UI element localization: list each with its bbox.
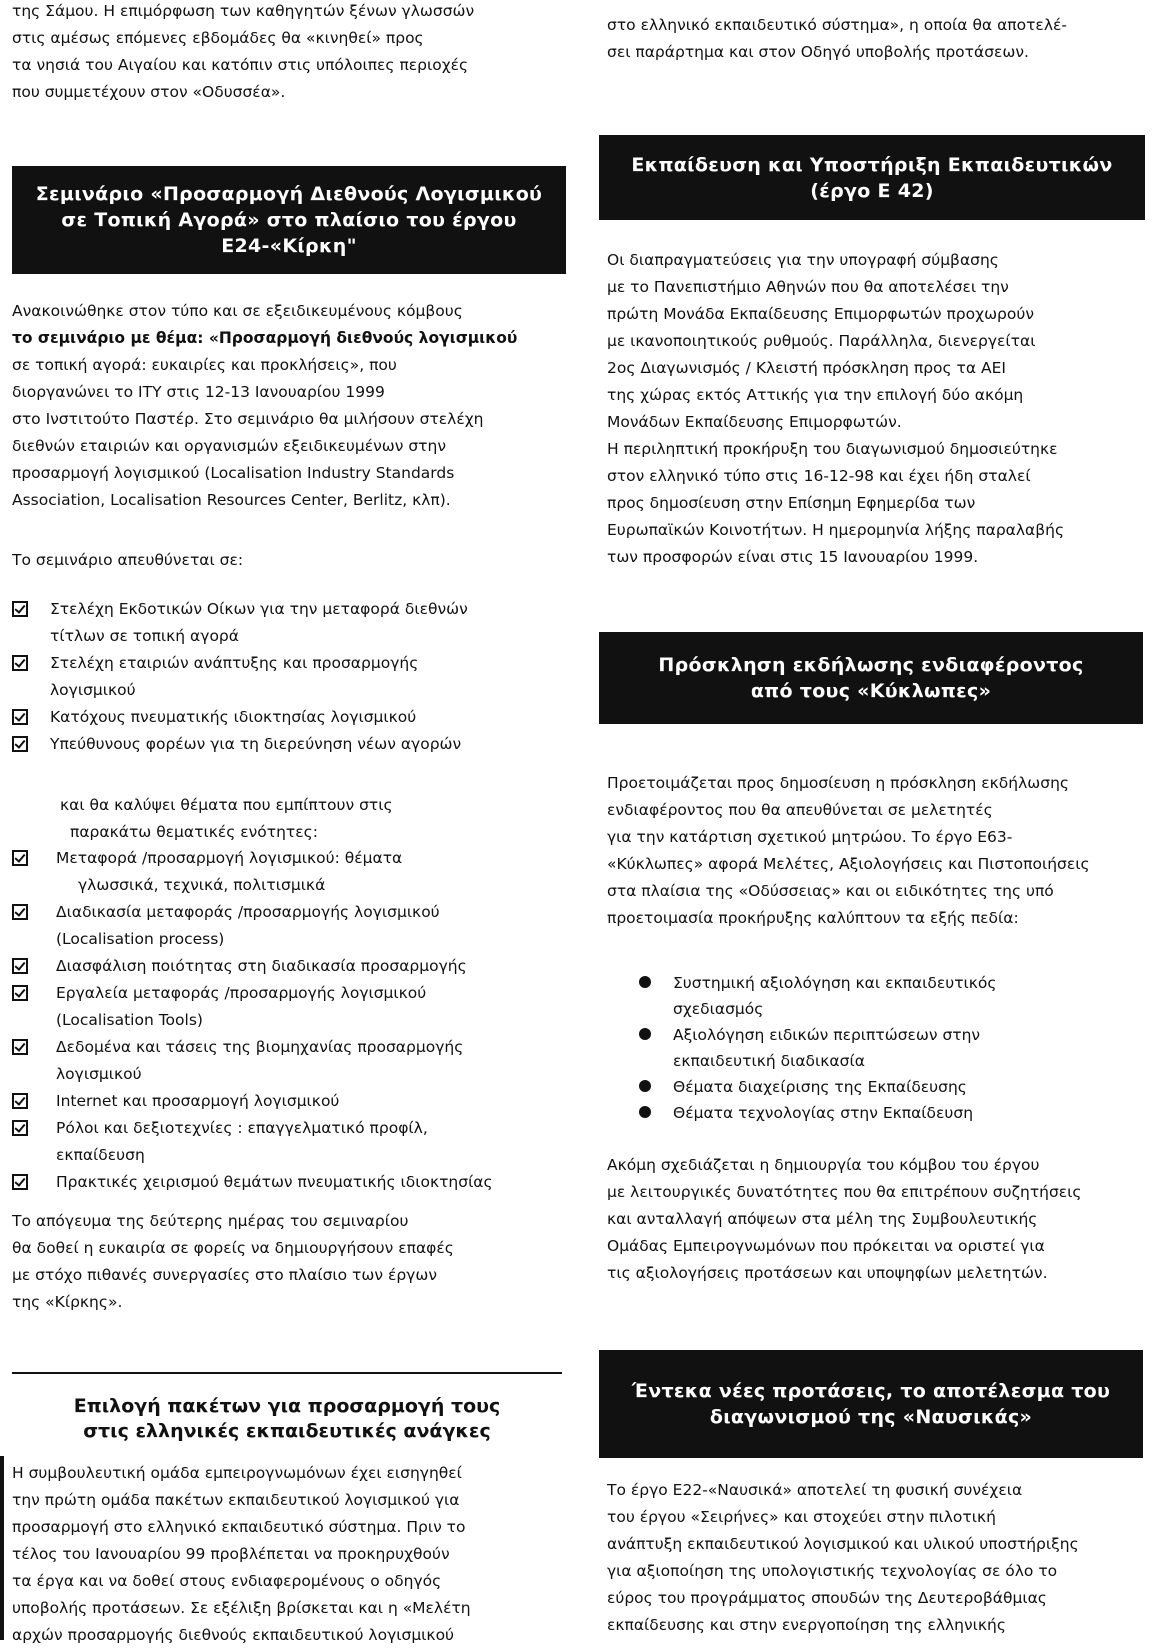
text-line: της χώρας εκτός Αττικής για την επιλογή δύο ακόμη bbox=[607, 386, 1024, 404]
checkbox-icon bbox=[12, 709, 28, 725]
text-line: Συστημική αξιολόγηση και εκπαιδευτικός bbox=[673, 974, 997, 992]
list-item bbox=[12, 1115, 562, 1169]
topics-list bbox=[12, 845, 562, 1196]
checkbox-icon bbox=[12, 1120, 28, 1136]
text-line: Στελέχη Εκδοτικών Οίκων για την μεταφορά διεθνών bbox=[50, 600, 468, 618]
text-line: στα πλαίσια της «Οδύσσειας» και οι ειδικότητες της υπό bbox=[607, 882, 1054, 900]
text-line: τίτλων σε τοπική αγορά bbox=[50, 627, 239, 645]
nausicaa-header bbox=[599, 1350, 1143, 1458]
seminar-closing bbox=[12, 1208, 562, 1316]
list-item bbox=[12, 596, 562, 650]
text-line: Ανακοινώθηκε στον τύπο και σε εξειδικευμένους κόμβους bbox=[12, 302, 463, 320]
list-item bbox=[639, 1100, 1159, 1126]
text-line: που συμμετέχουν στον «Οδυσσέα». bbox=[12, 83, 286, 101]
header-line: Επιλογή πακέτων για προσαρμογή τους bbox=[73, 1395, 501, 1417]
text-line: Κατόχους πνευματικής ιδιοκτησίας λογισμικού bbox=[50, 708, 417, 726]
header-line: Έντεκα νέες προτάσεις, το αποτέλεσμα του bbox=[631, 1380, 1111, 1402]
text-line: σει παράρτημα και στον Οδηγό υποβολής προτάσεων. bbox=[607, 43, 1029, 61]
text-line: Διασφάλιση ποιότητας στη διαδικασία προσαρμογής bbox=[56, 957, 467, 975]
list-item bbox=[12, 980, 562, 1034]
text-line: στις αμέσως επόμενες εβδομάδες θα «κινηθεί» προς bbox=[12, 29, 424, 47]
text-line: λογισμικού bbox=[50, 681, 136, 699]
training-header bbox=[599, 135, 1145, 220]
text-line: ανάπτυξη εκπαιδευτικού λογισμικού και υλικού υποστήριξης bbox=[607, 1535, 1079, 1553]
header-line: Ε24-«Κίρκη" bbox=[221, 235, 357, 257]
text-line: (Localisation process) bbox=[56, 930, 225, 948]
text-line: Ομάδας Εμπειρογνωμόνων που πρόκειται να οριστεί για bbox=[607, 1237, 1045, 1255]
checkbox-icon bbox=[12, 904, 28, 920]
text-line: της Σάμου. Η επιμόρφωση των καθηγητών ξένων γλωσσών bbox=[12, 2, 475, 20]
packages-header bbox=[12, 1372, 562, 1444]
text-line: του έργου «Σειρήνες» και στοχεύει στην πιλοτική bbox=[607, 1508, 996, 1526]
bullet-icon bbox=[639, 976, 651, 988]
list-item bbox=[12, 1169, 562, 1196]
list-item bbox=[12, 845, 562, 899]
list-item bbox=[639, 1074, 1159, 1100]
header-line: διαγωνισμού της «Ναυσικάς» bbox=[709, 1406, 1033, 1428]
text-line: τα έργα και να δοθεί στους ενδιαφερομένους ο οδηγός bbox=[12, 1572, 442, 1590]
text-line: και ανταλλαγή απόψεων στα μέλη της Συμβουλευτικής bbox=[607, 1210, 1038, 1228]
text-line: εκπαίδευσης και στην ενεργοποίηση της ελληνικής bbox=[607, 1616, 1006, 1634]
text-line: προσαρμογή στο ελληνικό εκπαιδευτικό σύστημα. Πριν το bbox=[12, 1518, 466, 1536]
text-line: 2ος Διαγωνισμός / Κλειστή πρόσκληση προς τα ΑΕΙ bbox=[607, 359, 1007, 377]
text-line: Δεδομένα και τάσεις της βιομηχανίας προσαρμογής bbox=[56, 1038, 464, 1056]
nausicaa-body bbox=[607, 1477, 1167, 1639]
text-line: εύρος του προγράμματος σπουδών της Δευτεροβάθμιας bbox=[607, 1589, 1047, 1607]
text-line: Διαδικασία μεταφοράς /προσαρμογής λογισμικού bbox=[56, 903, 440, 921]
text-line: Η συμβουλευτική ομάδα εμπειρογνωμόνων έχει εισηγηθεί bbox=[12, 1464, 462, 1482]
text-line: Εργαλεία μεταφοράς /προσαρμογής λογισμικού bbox=[56, 984, 427, 1002]
header-line: Σεμινάριο «Προσαρμογή Διεθνούς Λογισμικού bbox=[35, 183, 543, 205]
text-line: για την κατάρτιση σχετικού μητρώου. Το έργο Ε63- bbox=[607, 828, 1013, 846]
header-line: Εκπαίδευση και Υποστήριξη Εκπαιδευτικών bbox=[631, 153, 1113, 176]
checkbox-icon bbox=[12, 850, 28, 866]
checkbox-icon bbox=[12, 958, 28, 974]
text-line: Πρακτικές χειρισμού θεμάτων πνευματικής ιδιοκτησίας bbox=[56, 1173, 493, 1191]
text-line: Στελέχη εταιριών ανάπτυξης και προσαρμογής bbox=[50, 654, 419, 672]
list-item bbox=[12, 704, 562, 731]
list-item bbox=[12, 650, 562, 704]
text-line: «Κύκλωπες» αφορά Μελέτες, Αξιολογήσεις και Πιστοποιήσεις bbox=[607, 855, 1090, 873]
text-line: σε τοπική αγορά: ευκαιρίες και προκλήσεις», που bbox=[12, 356, 397, 374]
text-line: γλωσσικά, τεχνικά, πολιτισμικά bbox=[78, 876, 326, 894]
bullet-icon bbox=[639, 1106, 651, 1118]
text-line: Αξιολόγηση ειδικών περιπτώσεων στην bbox=[673, 1026, 981, 1044]
checkbox-icon bbox=[12, 985, 28, 1001]
text-line: Το έργο Ε22-«Ναυσικά» αποτελεί τη φυσική συνέχεια bbox=[607, 1481, 1023, 1499]
header-line: Πρόσκληση εκδήλωσης ενδιαφέροντος bbox=[658, 654, 1084, 676]
seminar-body bbox=[12, 298, 567, 514]
text-line: την πρώτη ομάδα πακέτων εκπαιδευτικού λογισμικού για bbox=[12, 1491, 460, 1509]
audience-list bbox=[12, 596, 562, 758]
text-line: λογισμικού bbox=[56, 1065, 142, 1083]
text-line: Μεταφορά /προσαρμογή λογισμικού: θέματα bbox=[56, 849, 403, 867]
text-line: (Localisation Tools) bbox=[56, 1011, 203, 1029]
text-line: στο Ινστιτούτο Παστέρ. Στο σεμινάριο θα μιλήσουν στελέχη bbox=[12, 410, 484, 428]
text-line: θα δοθεί η ευκαιρία σε φορείς να δημιουργήσουν επαφές bbox=[12, 1239, 454, 1257]
text-line: το σεμινάριο με θέμα: «Προσαρμογή διεθνούς λογισμικού bbox=[12, 329, 518, 347]
text-line: τέλος του Ιανουαρίου 99 προβλέπεται να προκηρυχθούν bbox=[12, 1545, 450, 1563]
text-line: Ρόλοι και δεξιοτεχνίες : επαγγελματικό προφίλ, bbox=[56, 1119, 428, 1137]
right-intro bbox=[607, 12, 1162, 66]
text-line: προετοιμασία προκήρυξης καλύπτουν τα εξής πεδία: bbox=[607, 909, 1019, 927]
text-line: πρώτη Μονάδα Εκπαίδευσης Επιμορφωτών προχωρούν bbox=[607, 305, 1035, 323]
text-line: Υπεύθυνους φορέων για τη διερεύνηση νέων αγορών bbox=[50, 735, 462, 753]
text-line: αρχών προσαρμογής διεθνούς εκπαιδευτικού λογισμικού bbox=[12, 1626, 455, 1644]
bullet-icon bbox=[639, 1028, 651, 1040]
text-line: Προετοιμάζεται προς δημοσίευση η πρόσκληση εκδήλωσης bbox=[607, 774, 1069, 792]
checkbox-icon bbox=[12, 1039, 28, 1055]
checkbox-icon bbox=[12, 601, 28, 617]
text-line: Ευρωπαϊκών Κοινοτήτων. Η ημερομηνία λήξης παραλαβής bbox=[607, 521, 1065, 539]
list-item bbox=[12, 899, 562, 953]
text-line: στο ελληνικό εκπαιδευτικό σύστημα», η οποία θα αποτελέ- bbox=[607, 16, 1067, 34]
cyclops-body bbox=[607, 770, 1167, 932]
checkbox-icon bbox=[12, 736, 28, 752]
list-item bbox=[639, 1022, 1159, 1074]
fields-list bbox=[607, 970, 1159, 1126]
text-line: ενδιαφέροντος που θα απευθύνεται σε μελετητές bbox=[607, 801, 993, 819]
header-line: (έργο Ε 42) bbox=[810, 179, 934, 202]
text-line: των προσφορών είναι στις 15 Ιανουαρίου 1999. bbox=[607, 548, 979, 566]
text-line: της «Κίρκης». bbox=[12, 1293, 123, 1311]
seminar-header bbox=[12, 166, 566, 274]
text-line: Ακόμη σχεδιάζεται η δημιουργία του κόμβου του έργου bbox=[607, 1156, 1040, 1174]
text-line: υποβολής προτάσεων. Σε εξέλιξη βρίσκεται και η «Μελέτη bbox=[12, 1599, 471, 1617]
text-line: στον ελληνικό τύπο στις 16-12-98 και έχει ήδη σταλεί bbox=[607, 467, 1031, 485]
list-item bbox=[639, 970, 1159, 1022]
text-line: σχεδιασμός bbox=[673, 1000, 764, 1018]
cyclops-header bbox=[599, 632, 1143, 724]
audience-intro: Το σεμινάριο απευθύνεται σε: bbox=[12, 551, 244, 569]
list-item bbox=[12, 1034, 562, 1088]
header-line: σε Τοπική Αγορά» στο πλαίσιο του έργου bbox=[61, 209, 517, 231]
text-line: Μονάδων Εκπαίδευσης Επιμορφωτών. bbox=[607, 413, 902, 431]
text-line: Association, Localisation Resources Center, Berlitz, κλπ). bbox=[12, 491, 451, 509]
text-line: προς δημοσίευση στην Επίσημη Εφημερίδα των bbox=[607, 494, 976, 512]
text-line: διεθνών εταιριών και οργανισμών εξειδικευμένων στην bbox=[12, 437, 446, 455]
list-item bbox=[12, 731, 562, 758]
margin-bar bbox=[0, 1456, 4, 1640]
packages-body bbox=[12, 1460, 567, 1649]
text-line: με λειτουργικές δυνατότητες που θα επιτρέπουν συζητήσεις bbox=[607, 1183, 1082, 1201]
header-line: από τους «Κύκλωπες» bbox=[750, 680, 992, 702]
list-item bbox=[12, 1088, 562, 1115]
bullet-icon bbox=[639, 1080, 651, 1092]
text-line: προσαρμογή λογισμικού (Localisation Industry Standards bbox=[12, 464, 455, 482]
left-intro bbox=[12, 0, 560, 106]
text-line: με στόχο πιθανές συνεργασίες στο πλαίσιο των έργων bbox=[12, 1266, 437, 1284]
text-line: τις αξιολογήσεις προτάσεων και υποψηφίων μελετητών. bbox=[607, 1264, 1048, 1282]
text-line: Θέματα διαχείρισης της Εκπαίδευσης bbox=[673, 1078, 967, 1096]
text-line: με ικανοποιητικούς ρυθμούς. Παράλληλα, διενεργείται bbox=[607, 332, 1036, 350]
text-line: με το Πανεπιστήμιο Αθηνών που θα αποτελέσει την bbox=[607, 278, 1009, 296]
text-line: Θέματα τεχνολογίας στην Εκπαίδευση bbox=[673, 1104, 974, 1122]
text-line: Το απόγευμα της δεύτερης ημέρας του σεμιναρίου bbox=[12, 1212, 409, 1230]
text-line: εκπαίδευση bbox=[56, 1146, 145, 1164]
list-item bbox=[12, 953, 562, 980]
text-line: παρακάτω θεματικές ενότητες: bbox=[70, 823, 318, 841]
text-line: για αξιοποίηση της υπολογιστικής τεχνολογίας σε όλο το bbox=[607, 1562, 1058, 1580]
training-body bbox=[607, 247, 1162, 571]
text-line: Οι διαπραγματεύσεις για την υπογραφή σύμβασης bbox=[607, 251, 999, 269]
text-line: Internet και προσαρμογή λογισμικού bbox=[56, 1092, 340, 1110]
checkbox-icon bbox=[12, 1174, 28, 1190]
text-line: Η περιληπτική προκήρυξη του διαγωνισμού δημοσιεύτηκε bbox=[607, 440, 1058, 458]
cyclops-closing bbox=[607, 1152, 1167, 1287]
text-line: και θα καλύψει θέματα που εμπίπτουν στις bbox=[60, 796, 393, 814]
checkbox-icon bbox=[12, 1093, 28, 1109]
text-line: διοργανώνει το ΙΤΥ στις 12-13 Ιανουαρίου 1999 bbox=[12, 383, 385, 401]
topics-intro bbox=[60, 792, 393, 846]
checkbox-icon bbox=[12, 655, 28, 671]
text-line: εκπαιδευτική διαδικασία bbox=[673, 1052, 865, 1070]
text-line: τα νησιά του Αιγαίου και κατόπιν στις υπόλοιπες περιοχές bbox=[12, 56, 469, 74]
header-line: στις ελληνικές εκπαιδευτικές ανάγκες bbox=[83, 1420, 491, 1442]
